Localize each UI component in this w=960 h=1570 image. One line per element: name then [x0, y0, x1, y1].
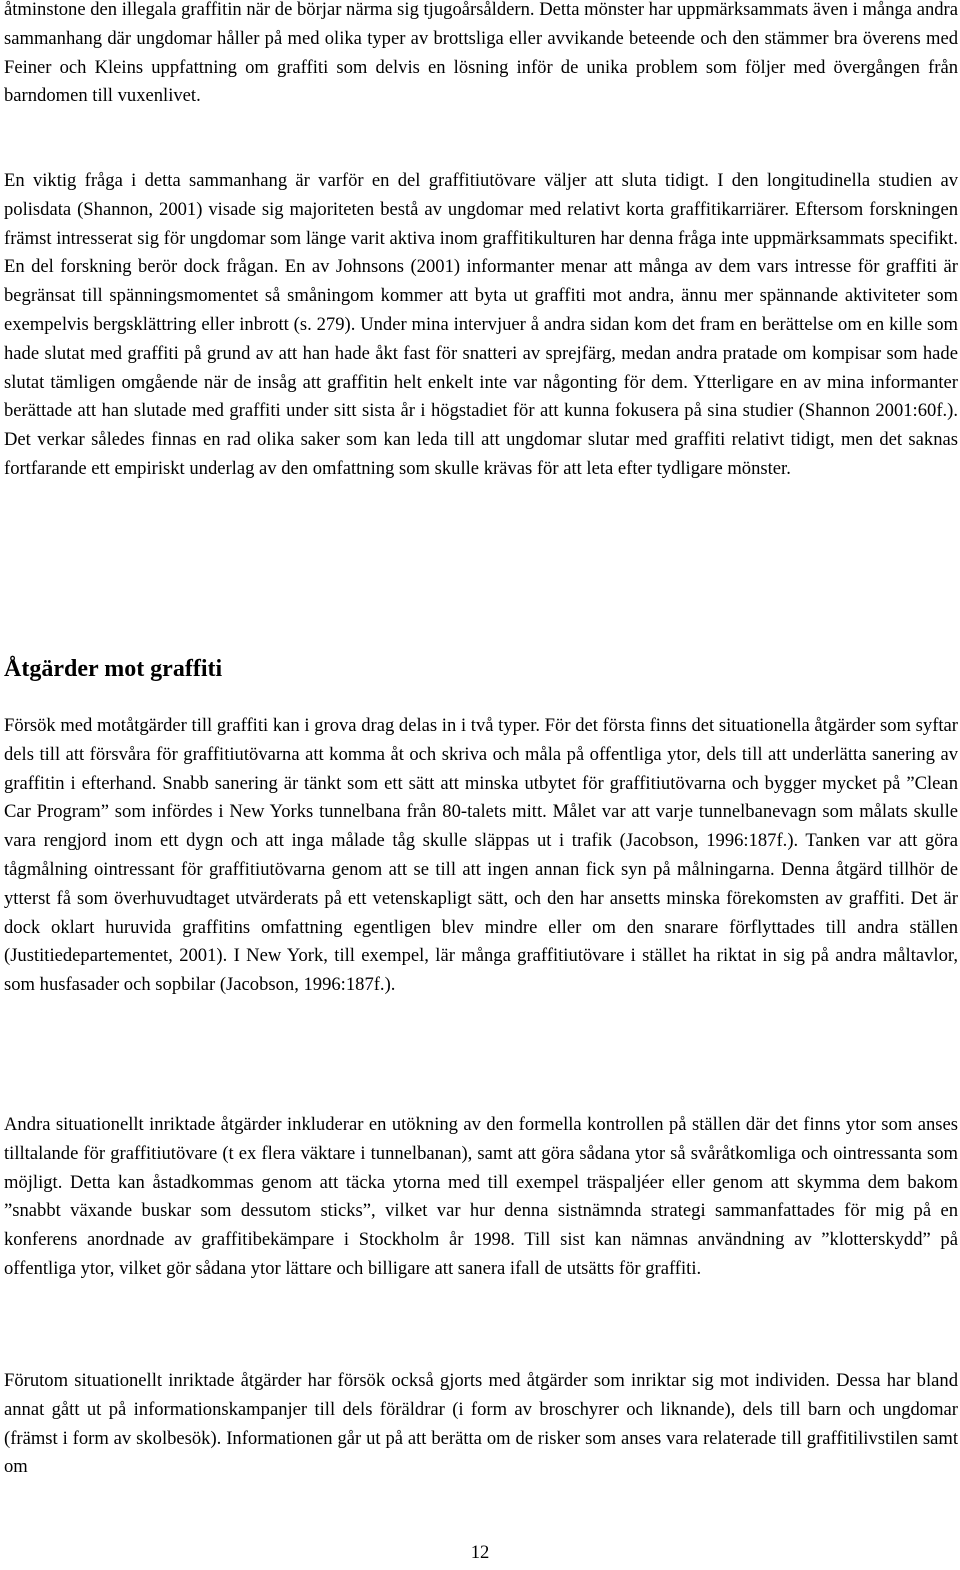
- body-paragraph: Förutom situationellt inriktade åtgärder har försök också gjorts med åtgärder som inriktar sig mot individen. Dessa har bland annat gått ut på informationskampanjer till dels föräldrar (i form av broschyrer och liknande), dels till barn och ungdomar (främst i form av skolbesök). Informationen går ut på att berätta om de risker som anses vara relaterade till graffitilivstilen samt om: [4, 1370, 958, 1478]
- body-paragraph: Försök med motåtgärder till graffiti kan i grova drag delas in i två typer. För det första finns det situationella åtgärder som syftar dels till att försvåra för graffitiutövarna att komma åt och skriva och måla på offentliga ytor, dels till att underlätta sanering av graffitin i efterhand. Snabb sanering är tänkt som ett sätt att minska utbytet för graffitiutövarna och bygger mycket på ”Clean Car Program” som infördes i New Yorks tunnelbana från 80-talets mitt. Målet var att varje tunnelbanevagn som målats skulle vara rengjord inom ett dygn och att inga målade tåg skulle släppas ut i trafik (Jacobson, 1996:187f.). Tanken var att göra tågmålning ointressant för graffitiutövarna genom att se till att ingen annan fick syn på målningarna. Denna åtgärd tillhör de ytterst få som överhuvudtaget utvärderats på ett vetenskapligt sätt, och den har ansetts minska förekomsten av graffiti. Det är dock oklart huruvida graffitins omfattning egentligen blev mindre eller om den snarare förflyttades till andra ställen (Justitiedepartementet, 2001). I New York, till exempel, lär många graffitiutövare i stället ha riktat in sig på andra måltavlor, som husfasader och sopbilar (Jacobson, 1996:187f.).: [4, 715, 958, 996]
- section-heading: Åtgärder mot graffiti: [4, 656, 223, 682]
- body-paragraph: En viktig fråga i detta sammanhang är varför en del graffitiutövare väljer att sluta tidigt. I den longitudinella studien av polisdata (Shannon, 2001) visade sig majoriteten bestå av ungdomar med relativt korta graffitikarriärer. Eftersom forskningen främst intresserat sig för ungdomar som länge varit aktiva inom graffitikulturen har denna fråga inte uppmärksammats specifikt. En del forskning berör dock frågan. En av Johnsons (2001) informanter menar att många av dem vars intresse för graffiti är begränsat till spänningsmomentet så småningom kommer att byta ut graffiti mot andra, ännu mer spännande aktiviteter som exempelvis bergsklättring eller inbrott (s. 279). Under mina intervjuer å andra sidan kom det fram en berättelse om en kille som hade slutat med graffiti på grund av att han hade åkt fast för snatteri av sprejfärg, medan andra pratade om kompisar som hade slutat tämligen omgående när de insåg att graffitin helt enkelt inte var någonting för dem. Ytterligare en av mina informanter berättade att han slutade med graffiti under sitt sista år i högstadiet för att kunna fokusera på sina studier (Shannon 2001:60f.). Det verkar således finnas en rad olika saker som kan leda till att ungdomar slutar med graffiti relativt tidigt, men det saknas fortfarande ett empiriskt underlag av den omfattning som skulle krävas för att leta efter tydligare mönster.: [4, 170, 958, 479]
- body-paragraph: Andra situationellt inriktade åtgärder inkluderar en utökning av den formella kontrollen på ställen där det finns ytor som anses tilltalande för graffitiutövare (t ex flera väktare i tunnelbanan), samt att göra sådana ytor så svåråtkomliga och ointressanta som möjligt. Detta kan åstadkommas genom att täcka ytorna med till exempel träspaljéer eller genom att skymma dem bakom ”snabbt växande buskar som dessutom sticks”, vilket var hur denna sistnämnda strategi sammanfattades för mig på en konferens anordnade av graffitibekämpare i Stockholm år 1998. Till sist kan nämnas användning av ”klotterskydd” på offentliga ytor, vilket gör sådana ytor lättare och billigare att sanera ifall de utsätts för graffiti.: [4, 1114, 958, 1279]
- body-paragraph: åtminstone den illegala graffitin när de börjar närma sig tjugoårsåldern. Detta mönster har uppmärksammats även i många andra sammanhang där ungdomar håller på med olika typer av brottsliga eller avvikande beteende och den stämmer bra överens med Feiner och Kleins uppfattning om graffiti som delvis en lösning inför de unika problem som följer med övergången från barndomen till vuxenlivet.: [4, 0, 958, 107]
- page-number: 12: [470, 1542, 490, 1563]
